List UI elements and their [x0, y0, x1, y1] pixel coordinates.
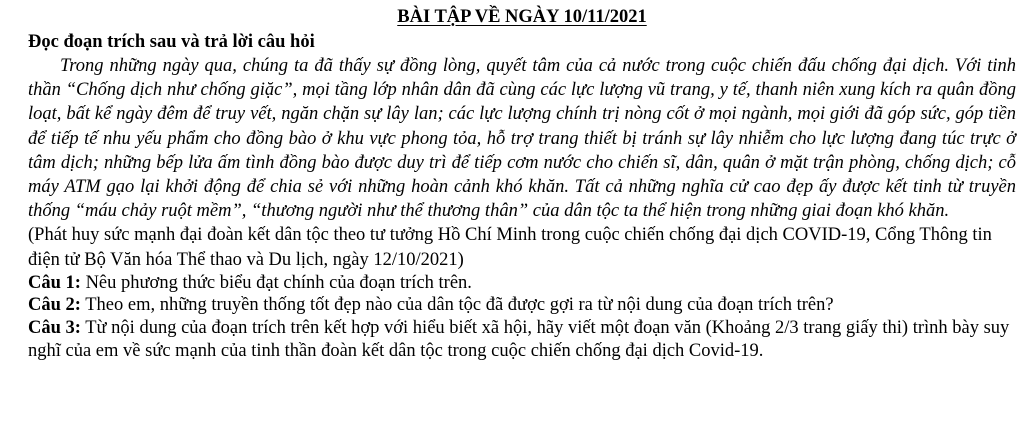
- passage-source: (Phát huy sức mạnh đại đoàn kết dân tộc theo tư tưởng Hồ Chí Minh trong cuộc chiến chống đại dịch COVID-19, Cổng Thông tin điện tử Bộ Văn hóa Thể thao và Du lịch, ngày 12/10/2021): [28, 225, 992, 270]
- question-1: [28, 272, 1016, 295]
- instruction-heading: Đọc đoạn trích sau và trả lời câu hỏi: [28, 32, 315, 52]
- question-2-label: Câu 2:: [28, 295, 81, 316]
- question-1-text: Nêu phương thức biểu đạt chính của đoạn trích trên.: [80, 272, 472, 293]
- reading-passage: Trong những ngày qua, chúng ta đã thấy sự đồng lòng, quyết tâm của cả nước trong cuộc chiến đấu chống đại dịch. Với tinh thần “Chống dịch như chống giặc”, mọi tầng lớp nhân dân đã cùng các lực lượng vũ trang, y tế, thanh niên xung kích ra quân đồng loạt, bất kể ngày đêm để truy vết, ngăn chặn sự lây lan; các lực lượng chính trị nòng cốt ở mọi ngành, mọi giới đã góp sức, góp tiền để tiếp tế nhu yếu phẩm cho đồng bào ở khu vực phong tỏa, hỗ trợ trang thiết bị tránh sự lây nhiễm cho lực lượng đang túc trực ở tâm dịch; những bếp lửa ấm tình đồng bào được duy trì để tiếp cơm nước cho chiến sĩ, dân, quân ở mặt trận phòng, chống dịch; cỗ máy ATM gạo lại khởi động để chia sẻ với những hoàn cảnh khó khăn. Tất cả những nghĩa cử cao đẹp ấy được kết tinh từ truyền thống “máu chảy ruột mềm”, “thương người như thể thương thân” của dân tộc ta thể hiện trong những giai đoạn khó khăn.: [28, 56, 1016, 222]
- question-3-label: Câu 3:: [28, 318, 81, 339]
- page-title: BÀI TẬP VỀ NGÀY 10/11/2021: [397, 7, 647, 27]
- question-1-label: Câu 1:: [28, 272, 81, 293]
- question-3-text: Từ nội dung của đoạn trích trên kết hợp với hiểu biết xã hội, hãy viết một đoạn văn (Khoảng 2/3 trang giấy thi) trình bày suy nghĩ của em về sức mạnh của tinh thần đoàn kết dân tộc trong cuộc chiến chống đại dịch Covid-19.: [28, 318, 1010, 361]
- question-2: [28, 294, 1016, 317]
- question-2-text: Theo em, những truyền thống tốt đẹp nào của dân tộc đã được gợi ra từ nội dung của đoạn trích trên?: [80, 295, 834, 316]
- question-3: [28, 317, 1016, 362]
